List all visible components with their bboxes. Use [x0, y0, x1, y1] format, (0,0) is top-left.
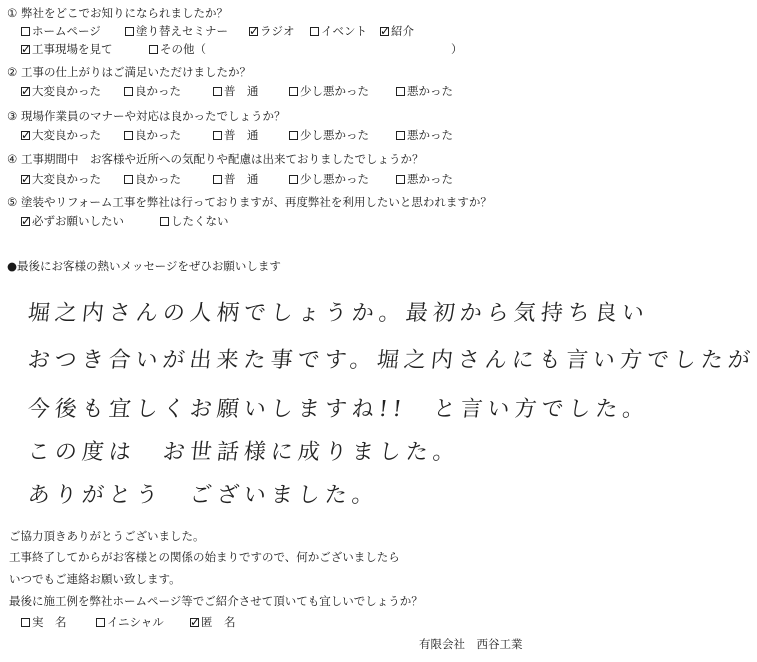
q3-option-bad[interactable]: 悪かった	[396, 126, 453, 144]
q3-option-average[interactable]: 普 通	[213, 126, 259, 144]
checkbox-icon[interactable]	[289, 175, 298, 184]
checkbox-icon[interactable]	[289, 131, 298, 140]
checkbox-icon[interactable]	[124, 131, 133, 140]
checkbox-icon[interactable]	[124, 87, 133, 96]
question-4-label: ④ 工事期間中 お客様や近所への気配りや配慮は出来ておりましたでしょうか？	[7, 152, 424, 166]
checkbox-icon[interactable]	[396, 131, 405, 140]
checkbox-icon[interactable]	[160, 217, 169, 226]
handwritten-line: おつき合いが出来た事です。堀之内さんにも言い方でしたが	[26, 348, 757, 373]
checkbox-icon[interactable]	[396, 175, 405, 184]
q3-option-good[interactable]: 良かった	[124, 126, 181, 144]
footer-line: 最後に施工例を弊社ホームページ等でご紹介させて頂いても宜しいでしょうか？	[9, 594, 423, 608]
q4-option-average[interactable]: 普 通	[213, 170, 259, 188]
checkbox-icon[interactable]	[213, 175, 222, 184]
q2-option-average[interactable]: 普 通	[213, 82, 259, 100]
q3-option-slightly-bad[interactable]: 少し悪かった	[289, 126, 369, 144]
checkbox-icon[interactable]	[213, 87, 222, 96]
message-heading: ●最後にお客様の熱いメッセージをぜひお願いします	[7, 259, 281, 273]
q1-option-site[interactable]: ✓工事現場を見て	[21, 40, 113, 58]
checkbox-icon[interactable]	[149, 45, 158, 54]
checkbox-checked-icon[interactable]	[249, 27, 258, 36]
publish-option-anonymous[interactable]: ✓ 匿 名	[190, 613, 236, 631]
checkbox-checked-icon[interactable]	[190, 618, 199, 627]
checkbox-icon[interactable]	[310, 27, 319, 36]
handwritten-line: この度は お世話様に成りました。	[26, 440, 462, 465]
q1-option-event[interactable]: イベント	[310, 22, 367, 40]
q1-other-close: ）	[451, 42, 463, 56]
checkbox-icon[interactable]	[125, 27, 134, 36]
q4-option-good[interactable]: 良かった	[124, 170, 181, 188]
checkbox-checked-icon[interactable]	[380, 27, 389, 36]
checkbox-icon[interactable]	[124, 175, 133, 184]
question-2-label: ② 工事の仕上がりはご満足いただけましたか？	[7, 65, 251, 79]
handwritten-line: 堀之内さんの人柄でしょうか。最初から気持ち良い	[26, 301, 651, 326]
checkbox-icon[interactable]	[21, 618, 30, 627]
handwritten-line: 今後も宜しくお願いしますね!! と言い方でした。	[26, 397, 651, 422]
checkbox-icon[interactable]	[396, 87, 405, 96]
q5-option-no[interactable]: したくない	[160, 212, 229, 230]
checkbox-checked-icon[interactable]	[21, 175, 30, 184]
checkbox-checked-icon[interactable]	[21, 217, 30, 226]
footer-line: 工事終了してからがお客様との関係の始まりですので、何かございましたら	[9, 550, 400, 564]
q2-option-very-good[interactable]: ✓大変良かった	[21, 82, 101, 100]
question-3-label: ③ 現場作業員のマナーや対応は良かったでしょうか？	[7, 109, 286, 123]
q3-option-very-good[interactable]: ✓大変良かった	[21, 126, 101, 144]
q1-option-other[interactable]: その他（	[149, 40, 206, 58]
q1-option-homepage[interactable]: ホームページ	[21, 22, 101, 40]
q4-option-very-good[interactable]: ✓大変良かった	[21, 170, 101, 188]
q1-option-radio[interactable]: ✓ ラジオ	[249, 22, 295, 40]
checkbox-icon[interactable]	[289, 87, 298, 96]
q5-option-definitely[interactable]: ✓必ずお願いしたい	[21, 212, 124, 230]
checkbox-checked-icon[interactable]	[21, 45, 30, 54]
q1-option-referral[interactable]: ✓ 紹介	[380, 22, 414, 40]
publish-option-real-name[interactable]: 実 名	[21, 613, 67, 631]
footer-line: いつでもご連絡お願い致します。	[9, 572, 181, 586]
handwritten-line: ありがとう ございました。	[26, 483, 381, 508]
checkbox-checked-icon[interactable]	[21, 131, 30, 140]
checkbox-icon[interactable]	[21, 27, 30, 36]
publish-option-initials[interactable]: イニシャル	[96, 613, 164, 631]
q2-option-good[interactable]: 良かった	[124, 82, 181, 100]
company-name: 有限会社 西谷工業	[419, 637, 523, 651]
question-1-label: ① 弊社をどこでお知りになられましたか？	[7, 6, 228, 20]
question-5-label: ⑤ 塗装やリフォーム工事を弊社は行っておりますが、再度弊社を利用したいと思われますか？	[7, 195, 492, 209]
q2-option-bad[interactable]: 悪かった	[396, 82, 453, 100]
q4-option-slightly-bad[interactable]: 少し悪かった	[289, 170, 369, 188]
q1-option-seminar[interactable]: 塗り替えセミナー	[125, 22, 228, 40]
footer-line: ご協力頂きありがとうございました。	[9, 529, 205, 543]
checkbox-icon[interactable]	[213, 131, 222, 140]
checkbox-icon[interactable]	[96, 618, 105, 627]
q4-option-bad[interactable]: 悪かった	[396, 170, 453, 188]
checkbox-checked-icon[interactable]	[21, 87, 30, 96]
q2-option-slightly-bad[interactable]: 少し悪かった	[289, 82, 369, 100]
